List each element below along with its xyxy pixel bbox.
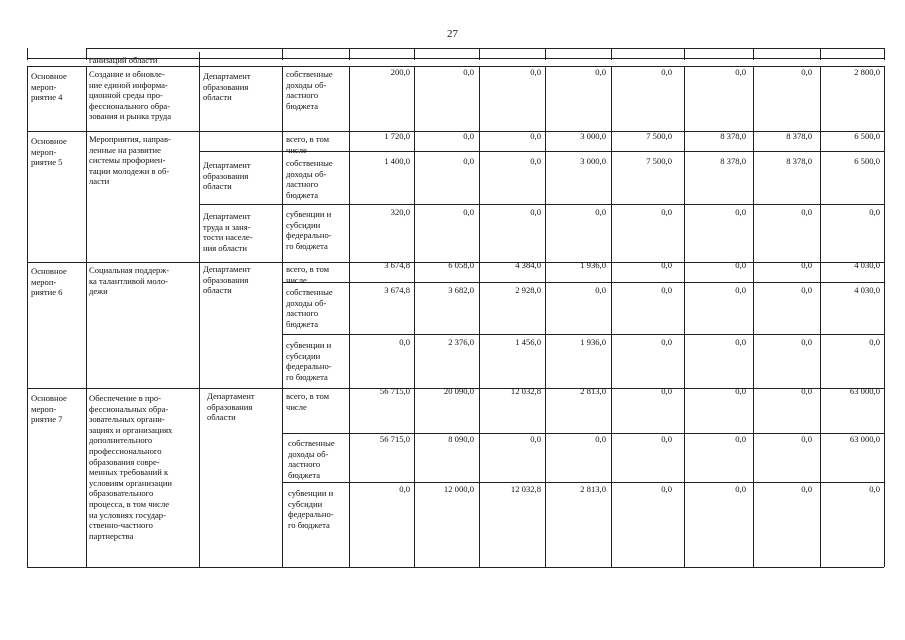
amount-cell: 0,0 <box>801 484 812 494</box>
column-border <box>753 48 754 60</box>
amount-cell: 2 813,0 <box>580 484 606 494</box>
amount-cell: 0,0 <box>869 337 880 347</box>
amount-cell: 1 936,0 <box>580 337 606 347</box>
funding-source: субвенции и <box>286 340 332 350</box>
activity-description: ленные на развитие <box>89 144 161 155</box>
activity-description: ка талантливой моло- <box>89 275 169 286</box>
activity-name: мероп- <box>31 403 57 414</box>
amount-cell: 0,0 <box>801 207 812 217</box>
row-border <box>282 433 884 434</box>
amount-cell: 3 000,0 <box>580 131 606 141</box>
activity-name: Основное <box>31 393 67 403</box>
activity-description: Социальная поддерж- <box>89 265 170 275</box>
amount-cell: 0,0 <box>530 156 541 166</box>
amount-cell: 4 384,0 <box>515 260 541 270</box>
row-border <box>27 131 884 132</box>
funding-source: субсидии <box>288 498 323 509</box>
funding-source: бюджета <box>286 189 319 200</box>
amount-cell: 8 378,0 <box>720 156 746 166</box>
amount-cell: 0,0 <box>530 67 541 77</box>
activity-description: зациях и организациях <box>89 424 173 435</box>
activity-description: процесса, в том числе <box>89 499 170 509</box>
funding-source: го бюджета <box>288 519 330 530</box>
amount-cell: 56 715,0 <box>379 434 410 444</box>
amount-cell: 0,0 <box>735 207 746 217</box>
column-border <box>349 66 350 567</box>
activity-description: ласти <box>89 176 110 187</box>
amount-cell: 0,0 <box>463 131 474 141</box>
activity-description: зования и рынка труда <box>89 111 172 122</box>
funding-source: го бюджета <box>286 371 328 382</box>
department: тости населе- <box>203 232 253 243</box>
amount-cell: 200,0 <box>390 67 410 77</box>
amount-cell: 8 378,0 <box>786 156 812 166</box>
amount-cell: 0,0 <box>530 434 541 444</box>
column-border <box>349 48 350 60</box>
activity-name: мероп- <box>31 81 57 92</box>
activity-description: образования совре- <box>89 456 160 467</box>
column-border <box>820 66 821 567</box>
amount-cell: 6 058,0 <box>448 260 474 270</box>
funding-source: доходы об- <box>286 297 327 308</box>
amount-cell: 0,0 <box>399 337 410 347</box>
funding-source: числе <box>286 144 307 155</box>
column-border <box>27 66 28 567</box>
funding-source: собственные <box>286 158 333 168</box>
activity-description: на условиях государ- <box>89 509 166 520</box>
column-border <box>414 66 415 567</box>
amount-cell: 6 500,0 <box>854 156 880 166</box>
activity-name: риятие 5 <box>31 157 63 168</box>
funding-source: числе <box>286 401 307 412</box>
amount-cell: 0,0 <box>801 386 812 396</box>
funding-source: федерально- <box>286 361 332 372</box>
amount-cell: 3 674,8 <box>384 285 410 295</box>
amount-cell: 3 000,0 <box>580 156 606 166</box>
activity-description: образовательного <box>89 488 154 499</box>
row-border <box>27 567 884 568</box>
funding-source: субсидии <box>286 350 321 361</box>
amount-cell: 0,0 <box>801 285 812 295</box>
column-border <box>611 66 612 567</box>
amount-cell: 0,0 <box>869 207 880 217</box>
department: области <box>203 92 232 103</box>
amount-cell: 4 030,0 <box>854 260 880 270</box>
amount-cell: 0,0 <box>463 207 474 217</box>
amount-cell: 2 376,0 <box>448 337 474 347</box>
activity-description: условиям организации <box>89 477 173 488</box>
department: образования <box>203 81 249 92</box>
column-border <box>414 48 415 60</box>
amount-cell: 0,0 <box>735 260 746 270</box>
row-border <box>282 334 884 335</box>
amount-cell: 2 813,0 <box>580 386 606 396</box>
column-border <box>27 48 28 60</box>
funding-source: бюджета <box>288 469 321 480</box>
amount-cell: 0,0 <box>595 207 606 217</box>
department: области <box>203 181 232 192</box>
activity-description: партнерства <box>89 530 134 541</box>
amount-cell: 0,0 <box>530 131 541 141</box>
funding-source: федерально- <box>288 509 334 520</box>
column-border <box>684 48 685 60</box>
amount-cell: 20 090,0 <box>443 386 474 396</box>
activity-description: фессионального обра- <box>89 100 171 111</box>
amount-cell: 7 500,0 <box>646 156 672 166</box>
amount-cell: 1 400,0 <box>384 156 410 166</box>
activity-description: Мероприятия, направ- <box>89 134 171 144</box>
funding-source: го бюджета <box>286 240 328 251</box>
amount-cell: 1 456,0 <box>515 337 541 347</box>
column-border <box>753 66 754 567</box>
activity-description: Обеспечение в про- <box>89 393 162 403</box>
amount-cell: 0,0 <box>661 260 672 270</box>
funding-source: субсидии <box>286 219 321 230</box>
amount-cell: 63 000,0 <box>849 386 880 396</box>
row-border <box>199 204 884 205</box>
amount-cell: 2 800,0 <box>854 67 880 77</box>
column-border <box>820 48 821 60</box>
activity-description: зовательных органи- <box>89 414 165 425</box>
amount-cell: 0,0 <box>869 484 880 494</box>
column-border <box>545 66 546 567</box>
column-border <box>684 66 685 567</box>
column-border <box>479 48 480 60</box>
amount-cell: 0,0 <box>661 337 672 347</box>
amount-cell: 63 000,0 <box>849 434 880 444</box>
column-border <box>479 66 480 567</box>
continuation-text: ганизаций области <box>89 55 158 65</box>
activity-description: дежи <box>89 286 108 297</box>
activity-description: тации молодежи в об- <box>89 165 170 176</box>
amount-cell: 0,0 <box>463 156 474 166</box>
activity-name: Основное <box>31 266 67 276</box>
activity-description: ственно-частного <box>89 520 153 531</box>
funding-source: всего, в том <box>286 391 330 401</box>
department: Департамент <box>203 160 251 170</box>
funding-source: бюджета <box>286 318 319 329</box>
column-border <box>282 66 283 567</box>
activity-name: Основное <box>31 71 67 81</box>
amount-cell: 0,0 <box>801 260 812 270</box>
funding-source: числе <box>286 274 307 285</box>
column-border <box>86 66 87 567</box>
activity-description: менных требований к <box>89 467 169 478</box>
amount-cell: 0,0 <box>661 434 672 444</box>
amount-cell: 0,0 <box>735 67 746 77</box>
amount-cell: 8 090,0 <box>448 434 474 444</box>
department: труда и заня- <box>203 221 251 232</box>
funding-source: всего, в том <box>286 134 330 144</box>
funding-source: собственные <box>286 287 333 297</box>
activity-name: риятие 7 <box>31 414 63 425</box>
funding-source: ластного <box>286 308 319 319</box>
page-number: 27 <box>447 28 458 40</box>
column-border <box>611 48 612 60</box>
amount-cell: 0,0 <box>399 484 410 494</box>
amount-cell: 8 378,0 <box>720 131 746 141</box>
amount-cell: 3 682,0 <box>448 285 474 295</box>
funding-source: ластного <box>286 90 319 101</box>
activity-description: дополнительного <box>89 435 153 446</box>
amount-cell: 0,0 <box>735 434 746 444</box>
amount-cell: 0,0 <box>735 484 746 494</box>
activity-name: Основное <box>31 136 67 146</box>
amount-cell: 3 674,8 <box>384 260 410 270</box>
amount-cell: 2 928,0 <box>515 285 541 295</box>
department: области <box>207 412 236 423</box>
amount-cell: 0,0 <box>735 285 746 295</box>
amount-cell: 1 936,0 <box>580 260 606 270</box>
amount-cell: 0,0 <box>661 207 672 217</box>
amount-cell: 12 032,8 <box>510 484 541 494</box>
activity-description: фессиональных обра- <box>89 403 169 414</box>
activity-name: мероп- <box>31 146 57 157</box>
amount-cell: 0,0 <box>595 285 606 295</box>
amount-cell: 4 030,0 <box>854 285 880 295</box>
funding-source: собственные <box>288 438 335 448</box>
funding-source: ластного <box>286 179 319 190</box>
funding-source: доходы об- <box>286 168 327 179</box>
activity-description: системы профориен- <box>89 155 166 166</box>
funding-source: доходы об- <box>286 79 327 90</box>
funding-source: федерально- <box>286 230 332 241</box>
amount-cell: 0,0 <box>661 484 672 494</box>
activity-description: Создание и обновле- <box>89 69 165 79</box>
activity-name: риятие 4 <box>31 92 63 103</box>
amount-cell: 12 032,8 <box>510 386 541 396</box>
department: Департамент <box>207 391 255 401</box>
amount-cell: 56 715,0 <box>379 386 410 396</box>
amount-cell: 0,0 <box>530 207 541 217</box>
department: образования <box>203 170 249 181</box>
funding-source: субвенции и <box>286 209 332 219</box>
column-border <box>545 48 546 60</box>
column-border <box>282 48 283 60</box>
activity-description: ние единой информа- <box>89 79 168 90</box>
amount-cell: 0,0 <box>735 337 746 347</box>
column-border <box>86 48 87 60</box>
department: образования <box>207 401 253 412</box>
column-border <box>884 48 885 60</box>
funding-source: собственные <box>286 69 333 79</box>
amount-cell: 0,0 <box>661 285 672 295</box>
row-border <box>86 48 884 49</box>
funding-source: субвенции и <box>288 488 334 498</box>
column-border <box>199 66 200 567</box>
department: области <box>203 285 232 296</box>
department: Департамент <box>203 71 251 81</box>
amount-cell: 1 720,0 <box>384 131 410 141</box>
amount-cell: 0,0 <box>661 386 672 396</box>
funding-source: всего, в том <box>286 264 330 274</box>
funding-source: доходы об- <box>288 448 329 459</box>
activity-name: риятие 6 <box>31 287 63 298</box>
department: Департамент <box>203 211 251 221</box>
activity-description: ционной среды про- <box>89 90 163 101</box>
amount-cell: 0,0 <box>801 67 812 77</box>
department: ния области <box>203 242 248 253</box>
funding-source: ластного <box>288 459 321 470</box>
amount-cell: 0,0 <box>735 386 746 396</box>
amount-cell: 12 000,0 <box>443 484 474 494</box>
amount-cell: 7 500,0 <box>646 131 672 141</box>
column-border <box>884 66 885 567</box>
activity-description: профессионального <box>89 446 162 456</box>
row-border <box>282 482 884 483</box>
amount-cell: 0,0 <box>595 67 606 77</box>
department: Департамент <box>203 264 251 274</box>
amount-cell: 0,0 <box>801 434 812 444</box>
row-border <box>27 66 884 67</box>
activity-name: мероп- <box>31 276 57 287</box>
amount-cell: 0,0 <box>595 434 606 444</box>
amount-cell: 0,0 <box>661 67 672 77</box>
amount-cell: 0,0 <box>801 337 812 347</box>
amount-cell: 6 500,0 <box>854 131 880 141</box>
amount-cell: 8 378,0 <box>786 131 812 141</box>
amount-cell: 320,0 <box>390 207 410 217</box>
funding-source: бюджета <box>286 100 319 111</box>
department: образования <box>203 274 249 285</box>
amount-cell: 0,0 <box>463 67 474 77</box>
row-border <box>282 282 884 283</box>
